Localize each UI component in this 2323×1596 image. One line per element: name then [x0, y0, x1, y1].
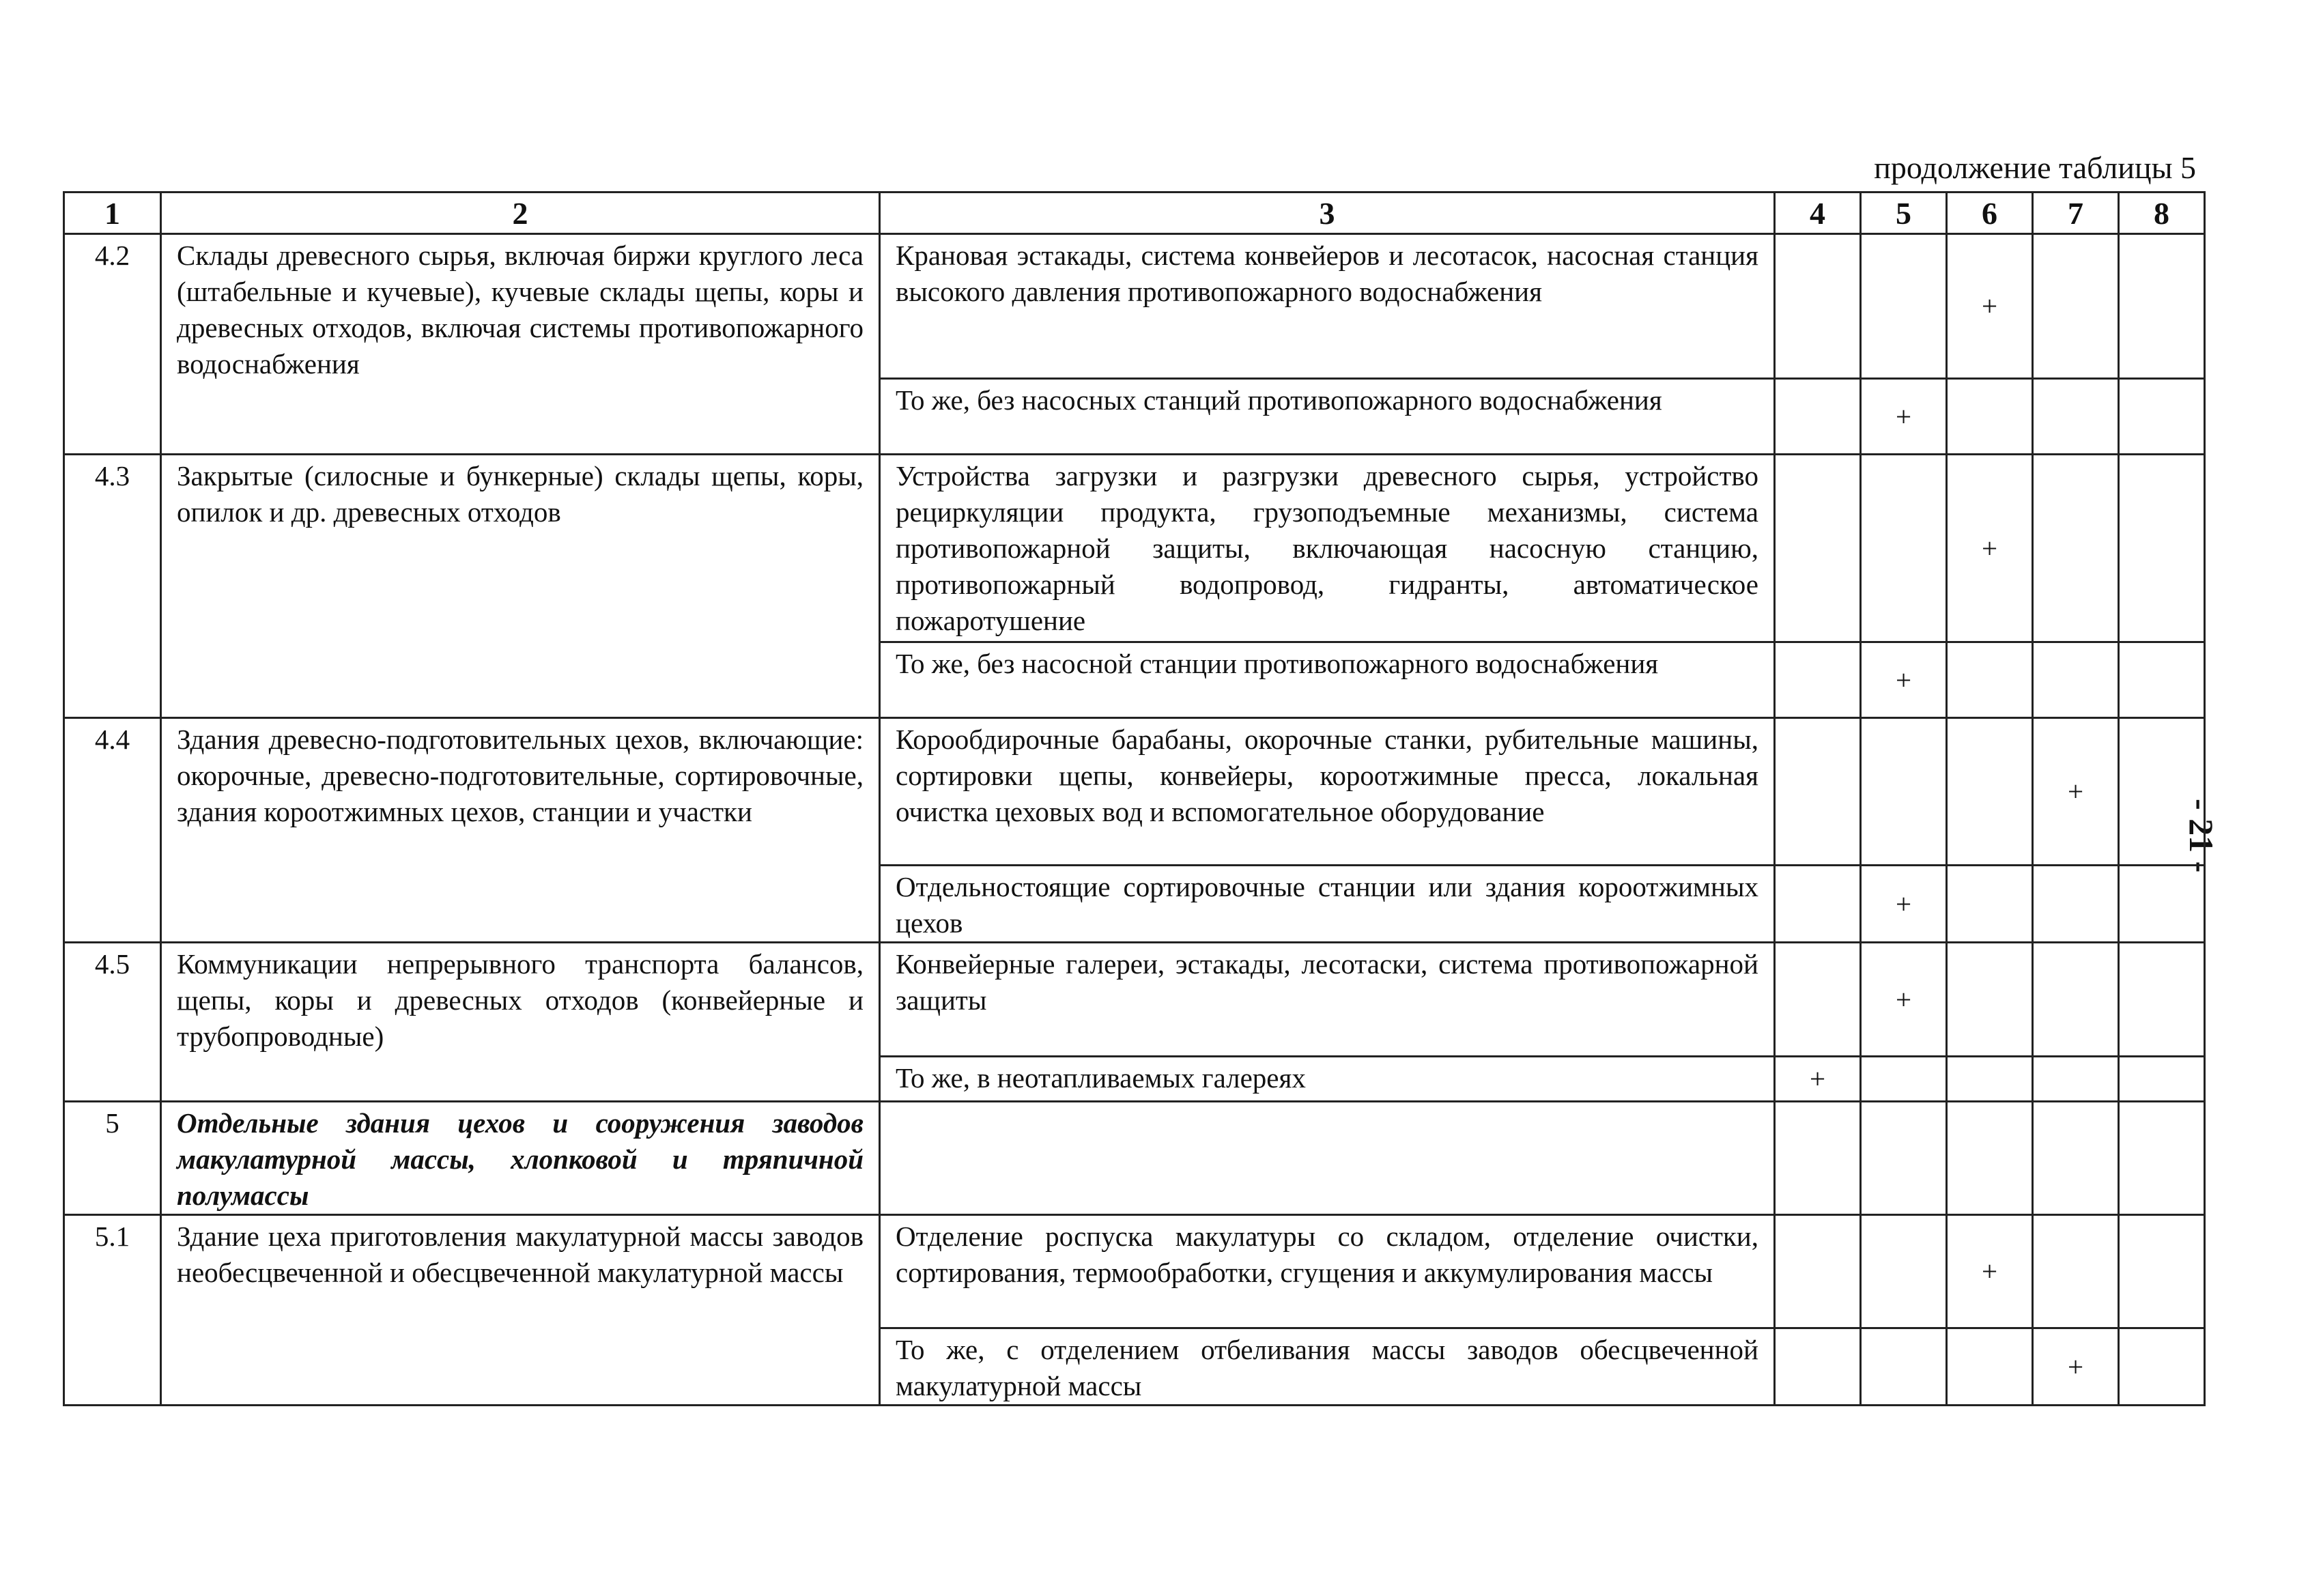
mark-cell: [2119, 1328, 2205, 1406]
table-row: [64, 234, 2205, 379]
mark-cell: [2119, 943, 2205, 1057]
mark-cell: [1861, 1057, 1947, 1102]
table-row: [64, 455, 2205, 642]
mark-cell: [2119, 379, 2205, 455]
mark-cell: [2033, 866, 2119, 943]
object-name: Склады древесного сырья, включая биржи круглого леса (штабельные и кучевые), кучевые склады щепы, коры и древесных отходов, включая системы противопожарного водоснабжения: [161, 234, 880, 455]
column-header: 3: [880, 193, 1775, 234]
mark-cell: [1775, 379, 1861, 455]
mark-cell: [2033, 1102, 2119, 1215]
mark-cell: [2033, 943, 2119, 1057]
mark-cell: [1775, 718, 1861, 866]
table-row: [64, 718, 2205, 866]
mark-cell: [1947, 866, 2033, 943]
equipment-description: [880, 1102, 1775, 1215]
row-number: 4.5: [64, 943, 161, 1102]
equipment-description: Устройства загрузки и разгрузки древесного сырья, устройство рециркуляции продукта, грузоподъемные механизмы, система противопожарной защиты, включающая насосную станцию, противопожарный водопровод, гидранты, автоматическое пожаротушение: [880, 455, 1775, 642]
mark-cell: [2119, 718, 2205, 866]
table-row: [64, 1215, 2205, 1328]
mark-cell: +: [1861, 943, 1947, 1057]
object-name: Коммуникации непрерывного транспорта балансов, щепы, коры и древесных отходов (конвейерные и трубопроводные): [161, 943, 880, 1102]
mark-cell: [1775, 1102, 1861, 1215]
column-header: 5: [1861, 193, 1947, 234]
mark-cell: [1775, 1328, 1861, 1406]
mark-cell: [1947, 379, 2033, 455]
column-header: 7: [2033, 193, 2119, 234]
mark-cell: [1775, 642, 1861, 718]
mark-cell: [2119, 234, 2205, 379]
column-header: 1: [64, 193, 161, 234]
table-row: [64, 1102, 2205, 1215]
equipment-description: Конвейерные галереи, эстакады, лесотаски, система противопожарной защиты: [880, 943, 1775, 1057]
mark-cell: [1861, 1328, 1947, 1406]
column-header: 8: [2119, 193, 2205, 234]
equipment-description: Корообдирочные барабаны, окорочные станки, рубительные машины, сортировки щепы, конвейеры, короотжимные пресса, локальная очистка цеховых вод и вспомогательное оборудование: [880, 718, 1775, 866]
mark-cell: [1861, 1102, 1947, 1215]
mark-cell: [1947, 1328, 2033, 1406]
mark-cell: [2119, 642, 2205, 718]
mark-cell: [1775, 455, 1861, 642]
column-header: 2: [161, 193, 880, 234]
mark-cell: [2033, 1215, 2119, 1328]
mark-cell: +: [1947, 1215, 2033, 1328]
column-number-row: [64, 193, 2205, 234]
mark-cell: [1775, 866, 1861, 943]
equipment-description: То же, без насосных станций противопожарного водоснабжения: [880, 379, 1775, 455]
mark-cell: +: [1861, 379, 1947, 455]
mark-cell: [2119, 1215, 2205, 1328]
table-row: [64, 943, 2205, 1057]
mark-cell: +: [1775, 1057, 1861, 1102]
equipment-description: Крановая эстакады, система конвейеров и лесотасок, насосная станция высокого давления противопожарного водоснабжения: [880, 234, 1775, 379]
column-header: 6: [1947, 193, 2033, 234]
section-heading: Отдельные здания цехов и сооружения заводов макулатурной массы, хлопковой и тряпичной полумассы: [161, 1102, 880, 1215]
row-number: 4.4: [64, 718, 161, 943]
page-number: - 21 -: [2182, 799, 2221, 873]
object-name: Закрытые (силосные и бункерные) склады щепы, коры, опилок и др. древесных отходов: [161, 455, 880, 718]
mark-cell: [2119, 866, 2205, 943]
mark-cell: [1947, 642, 2033, 718]
mark-cell: [2033, 379, 2119, 455]
equipment-description: То же, без насосной станции противопожарного водоснабжения: [880, 642, 1775, 718]
mark-cell: [1861, 455, 1947, 642]
mark-cell: +: [1947, 234, 2033, 379]
mark-cell: [1947, 1102, 2033, 1215]
mark-cell: +: [1947, 455, 2033, 642]
mark-cell: [2033, 1057, 2119, 1102]
mark-cell: [1775, 1215, 1861, 1328]
mark-cell: [1947, 718, 2033, 866]
object-name: Здание цеха приготовления макулатурной массы заводов необесцвеченной и обесцвеченной макулатурной массы: [161, 1215, 880, 1406]
mark-cell: [1861, 234, 1947, 379]
column-header: 4: [1775, 193, 1861, 234]
table-continuation-label: продолжение таблицы 5: [1874, 150, 2196, 185]
mark-cell: [1775, 943, 1861, 1057]
mark-cell: [1947, 1057, 2033, 1102]
mark-cell: +: [2033, 1328, 2119, 1406]
mark-cell: +: [2033, 718, 2119, 866]
mark-cell: [2033, 234, 2119, 379]
mark-cell: [2119, 455, 2205, 642]
mark-cell: +: [1861, 642, 1947, 718]
equipment-description: Отдельностоящие сортировочные станции или здания короотжимных цехов: [880, 866, 1775, 943]
mark-cell: +: [1861, 866, 1947, 943]
mark-cell: [2119, 1102, 2205, 1215]
mark-cell: [1861, 1215, 1947, 1328]
equipment-description: Отделение роспуска макулатуры со складом, отделение очистки, сортирования, термообработки, сгущения и аккумулирования массы: [880, 1215, 1775, 1328]
row-number: 5: [64, 1102, 161, 1215]
mark-cell: [2033, 455, 2119, 642]
mark-cell: [2119, 1057, 2205, 1102]
mark-cell: [1947, 943, 2033, 1057]
row-number: 4.3: [64, 455, 161, 718]
row-number: 4.2: [64, 234, 161, 455]
mark-cell: [1775, 234, 1861, 379]
row-number: 5.1: [64, 1215, 161, 1406]
equipment-description: То же, с отделением отбеливания массы заводов обесцвеченной макулатурной массы: [880, 1328, 1775, 1406]
mark-cell: [2033, 642, 2119, 718]
mark-cell: [1861, 718, 1947, 866]
fire-protection-table: [63, 191, 2206, 1406]
equipment-description: То же, в неотапливаемых галереях: [880, 1057, 1775, 1102]
object-name: Здания древесно-подготовительных цехов, включающие: окорочные, древесно-подготовительные, сортировочные, здания короотжимных цехов, станции и участки: [161, 718, 880, 943]
